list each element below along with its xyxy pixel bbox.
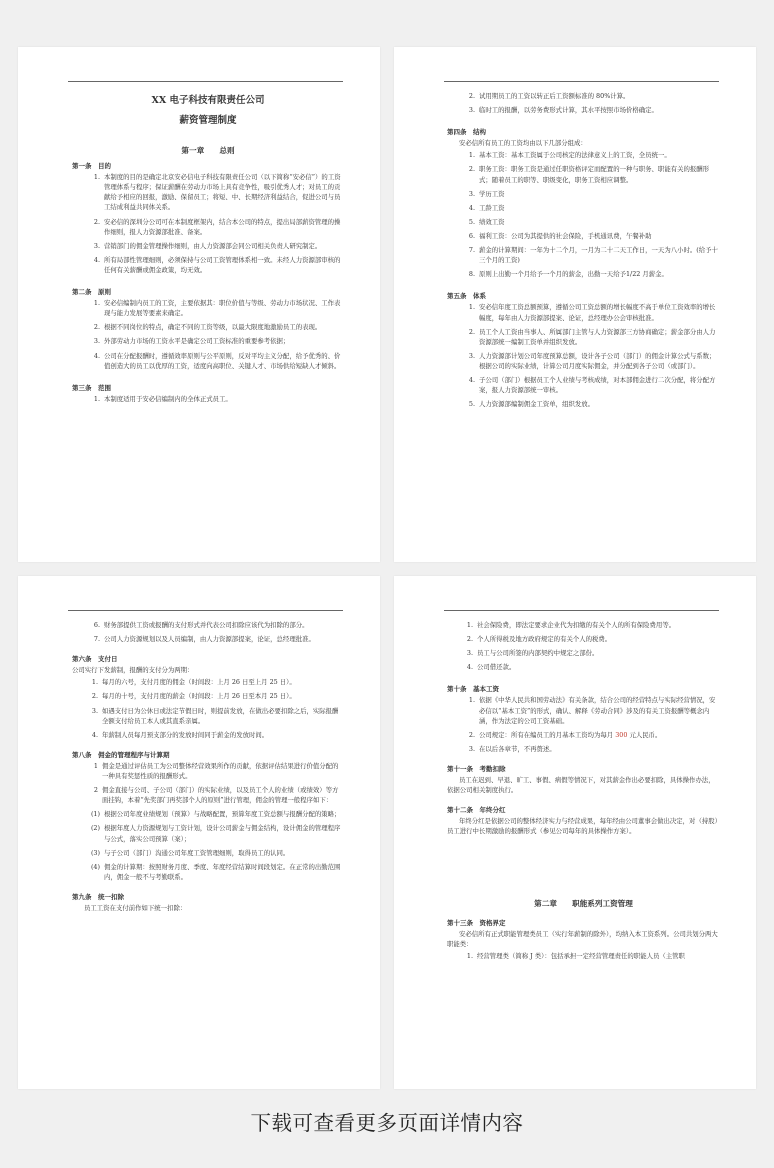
list-item [72,336,344,346]
item-text: 年薪制人员每月预支部分的发放时间同于薪金的发放时间。 [102,730,269,739]
header-rule [444,81,719,82]
item-text: 试用期员工的工资以转正后工资额标准的 80%计算。 [479,92,630,100]
list-item [72,809,344,819]
item-text: 薪金的计算期间：一年为十二个月，一月为二十二天工作日，一天为八小时。(给予十三个月的工资) [479,246,718,265]
item-text: 公司规定：所有在编员工的月基本工资均为每月 300 元人民币。 [479,730,662,739]
item-list [72,394,344,404]
item-text: 公司人力资源规划以及人员编制，由人力资源部提案，论证，总经理批准。 [104,635,315,644]
item-number: 2. [466,635,473,644]
section-heading: 第十三条 资格界定 [447,918,506,927]
item-text: 本制度适用于安必信编制内的全体正式员工。 [104,394,232,403]
list-item [72,848,344,858]
item-text: 安必信编制内员工的工资，主要依据其：职位价值与等级、劳动力市场状况、工作表现与能力发展等要素来确定。 [104,299,341,318]
item-number: 4. [93,351,100,360]
item-number: 1. [466,951,473,960]
item-number: (3) [90,848,100,857]
chapter-heading: 第一章 总则 [181,146,235,155]
section-intro: 年终分红是依据公司的整体经济实力与经营成果，每年经由公司董事会做出决定，对（持股）员工进行中长期激励的报酬形式（参见公司每年的具体操作方案）。 [447,817,718,836]
item-number: 3. [93,241,100,250]
item-text: 与子公司（部门）沟通公司年度工资管理细则，取得员工的认同。 [104,848,290,857]
list-item [72,217,344,237]
list-item [72,172,344,212]
item-text: 每月的六号，支付月度的佣金（时间段：上月 26 日至上月 25 日）。 [102,678,296,687]
item-number: (1) [90,810,100,819]
item-number: 2. [91,692,98,701]
item-number: 3. [468,351,475,360]
list-item [447,164,720,184]
list-item [447,327,720,347]
item-number: 1. [91,678,98,687]
item-text: 根据年度人力资源规划与工资计划，设计公司薪金与佣金结构，设计佣金的管理程序与公式，落实公司预算（案）； [104,824,341,843]
item-number: 2 [93,786,98,795]
section-heading: 第六条 支付日 [72,655,118,664]
document-page-2 [394,47,756,562]
list-item [447,302,720,322]
list-item [447,730,720,740]
item-text: 原则上出勤一个月给予一个月的薪金，出勤一天给予1/22 月薪金。 [479,270,668,279]
item-number: 2. [93,217,100,226]
list-item [447,269,720,279]
section-heading: 第九条 统一扣除 [72,892,124,901]
item-text: 学历工资 [479,189,505,198]
list-item [72,785,344,805]
item-list [447,150,720,279]
item-number: 5. [468,400,475,409]
item-number: 1 [93,761,98,770]
document-page-1 [18,47,380,562]
section-heading: 第一条 目的 [72,162,111,171]
item-number: 2. [468,165,475,174]
list-item [447,951,720,961]
list-item [447,351,720,371]
section-list [72,161,344,404]
item-number: 3. [468,189,475,198]
item-number: 3. [468,744,475,753]
list-item [72,620,344,630]
item-text: 外部劳动力市场的工资水平是确定公司工资标准的重要参考依据； [104,337,290,346]
item-text: 营销部门的佣金管理操作细则，由人力资源部会同公司相关负责人研究制定。 [104,241,322,250]
header-rule [444,610,719,611]
item-text: 佣金的计算期：按照财务月度、季度、年度经营结算时间段划定。在正常的出勤范围内，佣金一般不与考勤联系。 [104,862,341,881]
document-title: 薪资管理制度 [179,115,237,126]
item-number: (4) [90,862,100,871]
item-text: 安必信年度工资总额预算，遵循公司工资总额的增长幅度不高于单位工资效率的增长幅度，每年由人力资源部提案、论证，总经理办公会审核批准。 [479,303,716,322]
item-number: 1. [93,299,100,308]
item-number: 1. [93,394,100,403]
section-heading: 第十一条 考勤扣除 [447,764,506,773]
item-text: 经营管理类（简称 J 类）：包括承担一定经营管理责任的职能人员（主管职 [477,951,685,960]
item-number: 6. [93,621,100,629]
item-number: 4. [466,663,473,672]
list-item [72,677,344,687]
document-page-3 [18,576,380,1089]
item-number: 7. [468,246,475,255]
section-heading: 第八条 佣金的管理程序与计算期 [72,750,170,759]
item-text: 公司在分配报酬时，遵循效率原则与公平原则，反对平均主义分配，给予优秀的、价值创造大的员工以优厚的工资，适度向高职位、关键人才、市场供给短缺人才倾斜。 [104,351,341,370]
item-text: 公司借还款。 [477,663,516,672]
item-text: 所有局部性管理细则，必须保持与公司工资管理体系相一致。未经人力资源部审核的任何有关薪酬或佣金政策，均无效。 [104,255,341,274]
item-list [72,677,344,739]
item-text: 本制度的目的是确定北京安必信电子科技有限责任公司（以下简称“安必信”）的工资管理体系与程序；保证薪酬在劳动力市场上具有竞争性，吸引优秀人才；对员工的贡献给予相应的回报，激励、保留员工；将短、中、长期经济利益结合，促进公司与员工结成利益共同体关系。 [104,173,341,212]
list-item [447,634,720,644]
list-item [447,217,720,227]
item-text: 安必信的深圳分公司可在本制度框架内，结合本公司的特点，提出局部薪资管理的操作细则，报人力资源部批准、备案。 [104,217,341,236]
item-text: 根据不同岗位的特点，确定不同的工资等级，以最大限度地激励员工的表现。 [104,323,322,332]
section-intro: 安必信所有员工的工资均由以下几部分组成： [459,139,587,148]
item-text: 在以后各章节，不再赘述。 [479,744,556,753]
item-text: 人力资源部计划公司年度预算总额，设计各子公司（部门）的佣金计算公式与系数；根据公司的实际业绩，计算公司月度实际佣金，并分配到各子公司（或部门）。 [479,351,716,370]
item-number: 1. [468,151,475,160]
list-item [72,322,344,332]
item-number: 1. [468,303,475,312]
item-list [447,620,720,672]
list-item [72,241,344,251]
list-item [447,744,720,754]
item-number: 2. [93,323,100,332]
header-rule [68,610,343,611]
list-item [447,399,720,409]
list-item [72,255,344,275]
item-text: 员工个人工资由当事人、所属部门主管与人力资源部三方协商确定；薪金部分由人力资源部统一编制工资单并组织发放。 [479,327,716,346]
section-intro: 员工在迟到、早退、旷工、事假、病假等情况下，对其薪金作出必要扣除，具体操作办法，依据公司相关制度执行。 [447,776,715,795]
item-number: 4. [468,203,475,212]
item-text: 财务部提供工资或报酬的支付形式并代表公司扣除应该代为扣除的部分。 [104,621,309,629]
list-item [447,105,720,115]
item-list [72,620,344,644]
item-text: 绩效工资 [479,217,505,226]
section-heading: 第十条 基本工资 [447,685,499,694]
list-item [72,730,344,740]
item-number: 2. [468,92,475,100]
item-list [72,761,344,805]
section-intro: 公司实行下发薪制，报酬的支付分为两期： [72,666,194,675]
list-item [72,634,344,644]
item-number: 6. [468,231,475,240]
list-item [447,620,720,630]
item-list [447,951,720,961]
section-heading: 第二条 原则 [72,288,111,297]
item-text: 个人所得税及地方政府规定的有关个人的税费。 [477,635,612,644]
list-item [447,203,720,213]
item-text: 工龄工资 [479,203,505,212]
item-text: 员工与公司所签的内部契约中规定之部份。 [477,649,599,658]
item-text: 根据公司年度业绩规划（预算）与战略配置，预算年度工资总额与报酬分配的策略； [104,810,341,819]
item-text: 依据《中华人民共和国劳动法》有关条款，结合公司的经营特点与实际经营情况，安必信以“基本工资”的形式，确认、解释《劳动合同》涉及的有关工资报酬等概念内涵，作为法定的公司工资基础。 [479,696,716,725]
list-item [72,298,344,318]
item-number: 5. [468,217,475,226]
list-item [72,691,344,701]
item-text: 福利工资：公司为其提供的社会保险，手机通讯费，午餐补助 [479,231,652,240]
item-number: 1. [468,696,475,705]
item-number: 3. [91,706,98,715]
list-item [447,648,720,658]
item-number: 4. [93,255,100,264]
chapter-heading: 第二章 职能系列工资管理 [534,898,633,908]
download-more-note: 下载可查看更多页面详情内容 [250,1111,524,1135]
item-number: 1. [466,621,473,629]
list-item [447,189,720,199]
document-page-4 [394,576,756,1089]
item-text: 如遇支付日为公休日或法定节假日时，则提前发放，在做出必要扣除之后，实际报酬全额支付给员工本人或其直系亲属。 [102,706,339,725]
list-item [447,375,720,395]
item-list [72,172,344,275]
item-text: 佣金是通过评估员工为公司整体经营效果所作的贡献，依据评估结果进行价值分配的一种具有奖惩性质的报酬形式。 [102,761,339,781]
item-list [447,695,720,753]
section-heading: 第四条 结构 [447,128,486,137]
list-item [447,695,720,725]
list-item [72,761,344,781]
list-item [72,351,344,371]
section-heading: 第三条 范围 [72,383,111,392]
item-number: 8. [468,270,475,279]
item-text: 每月的十号，支付月度的薪金（时间段：上月 26 日至本月 25 日）。 [102,692,296,701]
header-rule [68,81,343,82]
item-number: 1. [93,173,100,182]
item-text: 人力资源部编制佣金工资单，组织发放。 [479,400,595,409]
item-number: 2. [468,327,475,336]
item-text: 基本工资：基本工资属于公司核定的法律意义上的工资，全员统一。 [479,151,671,160]
item-number: 3. [93,337,100,346]
list-item [447,231,720,241]
item-list [447,302,720,409]
list-item [72,394,344,404]
section-intro: 员工工资在支付前作如下统一扣除： [84,903,187,912]
item-number: 4. [468,375,475,384]
item-text: 社会保险费，即法定要求企业代为扣缴的有关个人的所有保险费用等。 [477,621,676,629]
list-item [72,823,344,843]
sub-item-list [72,809,344,882]
company-name: XX 电子科技有限责任公司 [151,95,265,106]
item-text: 佣金直接与公司、子公司（部门）的实际业绩，以及员工个人的业绩（或绩效）等方面挂钩，本着“先奖部门再奖部个人的原则”进行管理，佣金的管理一般程序如下： [102,786,339,805]
list-item [447,150,720,160]
item-text: 子公司（部门）根据员工个人业绩与考核成绩，对本部佣金进行二次分配，将分配方案，报人力资源部统一审核。 [479,375,716,395]
item-number: 2. [468,730,475,739]
section-intro: 安必信所有正式职能管理类员工（实行年薪制的除外），均纳入本工资系列。公司共划分两大职能类： [447,929,718,948]
item-number: 3. [466,649,473,658]
section-heading: 第五条 体系 [447,292,486,301]
list-item [447,245,720,265]
item-list [447,91,720,115]
item-number: 4. [91,730,98,739]
section-heading: 第十二条 年终分红 [447,806,506,815]
list-item [72,862,344,882]
list-item [72,706,344,726]
item-number: 3. [468,106,475,115]
list-item [447,91,720,101]
list-item [447,662,720,672]
item-number: 7. [93,635,100,644]
item-number: (2) [90,824,100,833]
highlighted-amount: 300 [615,730,628,739]
item-text: 职务工资：职务工资是通过任职资格评定而配置的一种与职务、职能有关的报酬形式；随着员工的职等、职级变化，职务工资相应调整。 [479,165,710,184]
item-list [72,298,344,371]
item-text: 临时工的报酬，以劳务费形式计算，其水平按照市场价格确定。 [479,106,658,115]
